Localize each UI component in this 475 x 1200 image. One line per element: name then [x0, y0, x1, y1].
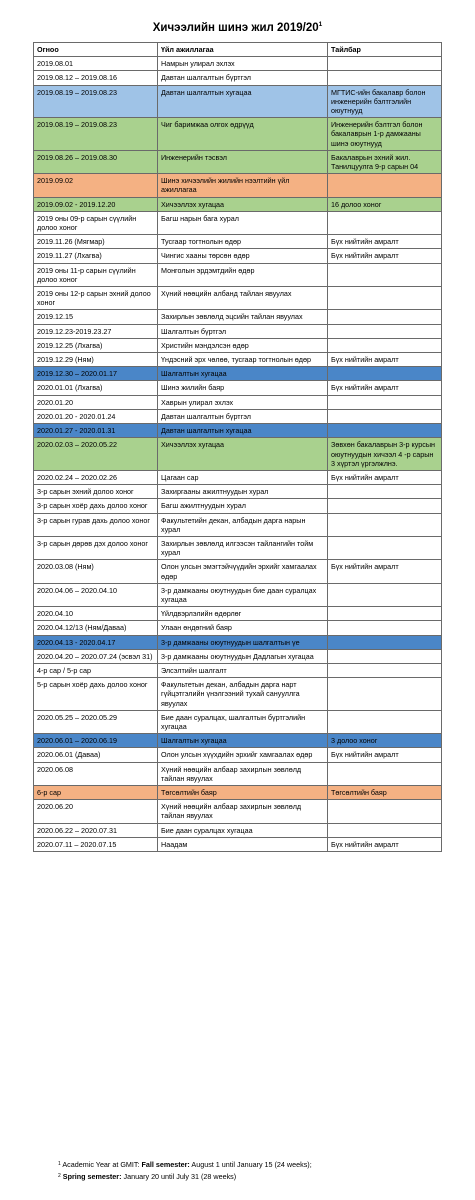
table-row [34, 678, 442, 711]
date-cell: 2019.09.02 [34, 174, 158, 197]
activity-cell: Төгсөлтийн баяр [158, 785, 328, 799]
table-row [34, 734, 442, 748]
date-cell: 2019.11.26 (Мягмар) [34, 235, 158, 249]
activity-cell: Факультетийн декан, албадын дарга нарын хурал [158, 513, 328, 536]
footnote-text: January 20 until July 31 (28 weeks) [121, 1172, 237, 1181]
table-row [34, 57, 442, 71]
date-cell: 2020.04.10 [34, 607, 158, 621]
header-note: Тайлбар [328, 43, 442, 57]
note-cell [328, 287, 442, 310]
table-row [34, 287, 442, 310]
note-cell [328, 499, 442, 513]
note-cell [328, 395, 442, 409]
activity-cell: Наадам [158, 837, 328, 851]
activity-cell: Багш ажилтнуудын хурал [158, 499, 328, 513]
table-row [34, 438, 442, 471]
note-cell [328, 607, 442, 621]
table-row [34, 395, 442, 409]
date-cell: 2019.12.15 [34, 310, 158, 324]
table-row [34, 470, 442, 484]
note-cell: Бүх нийтийн амралт [328, 353, 442, 367]
header-activity: Үйл ажиллагаа [158, 43, 328, 57]
date-cell: 2020.06.01 – 2020.06.19 [34, 734, 158, 748]
table-row [34, 536, 442, 559]
activity-cell: Хүний нөөцийн албаар захирлын зөвлөлд тайлан явуулах [158, 762, 328, 785]
date-cell: 2020.05.25 – 2020.05.29 [34, 710, 158, 733]
footnote-text: August 1 until January 15 (24 weeks); [189, 1160, 312, 1169]
table-row [34, 607, 442, 621]
activity-cell: Шалгалтын хугацаа [158, 367, 328, 381]
footnote-mark: 1 [58, 1161, 61, 1167]
table-row [34, 485, 442, 499]
table-row [34, 663, 442, 677]
footnote-text: Academic Year at GMIT: [60, 1160, 142, 1169]
footnote-2 [58, 1172, 236, 1182]
table-row [34, 211, 442, 234]
date-cell: 2019.11.27 (Лхагва) [34, 249, 158, 263]
note-cell: 3 долоо хоног [328, 734, 442, 748]
note-cell [328, 174, 442, 197]
note-cell [328, 536, 442, 559]
date-cell: 2020.01.27 - 2020.01.31 [34, 424, 158, 438]
activity-cell: Намрын улирал эхлэх [158, 57, 328, 71]
date-cell: 2019.08.12 – 2019.08.16 [34, 71, 158, 85]
activity-cell: Давтан шалгалтын хугацаа [158, 85, 328, 118]
activity-cell: Давтан шалгалтын хугацаа [158, 424, 328, 438]
table-row [34, 499, 442, 513]
page-title [0, 22, 475, 34]
date-cell: 2020.06.20 [34, 800, 158, 823]
date-cell: 3-р сарын хоёр дахь долоо хоног [34, 499, 158, 513]
date-cell: 2020.01.20 - 2020.01.24 [34, 409, 158, 423]
table-row [34, 583, 442, 606]
note-cell [328, 621, 442, 635]
table-row [34, 150, 442, 173]
table-row [34, 324, 442, 338]
activity-cell: Шалгалтын хугацаа [158, 734, 328, 748]
title-text: Хичээлийн шинэ жил 2019/20 [152, 22, 319, 34]
activity-cell: Элсэлтийн шалгалт [158, 663, 328, 677]
date-cell: 2020.06.01 (Даваа) [34, 748, 158, 762]
activity-cell: Факультетын декан, албадын дарга нарт гүйцэтгэлийн үнэлгээний тухай санууллга явуулах [158, 678, 328, 711]
note-cell [328, 71, 442, 85]
footnote-bold: Fall semester: [141, 1160, 190, 1169]
note-cell: Инженерийн бэлтгэл болон бакалаврын 1-р дамжааны шинэ оюутнууд [328, 118, 442, 151]
activity-cell: Хүний нөөцийн албаар захирлын зөвлөлд тайлан явуулах [158, 800, 328, 823]
title-footnote-mark: 1 [318, 21, 323, 28]
activity-cell: Захиргааны ажилтнуудын хурал [158, 485, 328, 499]
activity-cell: 3-р дамжааны оюутнуудын бие даан суралцах хугацаа [158, 583, 328, 606]
note-cell [328, 424, 442, 438]
activity-cell: Давтан шалгалтын бүртгэл [158, 71, 328, 85]
activity-cell: Багш нарын бага хурал [158, 211, 328, 234]
table-row [34, 409, 442, 423]
table-row [34, 635, 442, 649]
activity-cell: Чиг баримжаа олгох өдрүүд [158, 118, 328, 151]
table-row [34, 381, 442, 395]
note-cell: Бүх нийтийн амралт [328, 470, 442, 484]
table-row [34, 513, 442, 536]
activity-cell: Үйлдвэрлэлийн өдөрлөг [158, 607, 328, 621]
note-cell: Төгсөлтийн баяр [328, 785, 442, 799]
date-cell: 2019.08.26 – 2019.08.30 [34, 150, 158, 173]
table-row [34, 338, 442, 352]
note-cell [328, 485, 442, 499]
note-cell: Бүх нийтийн амралт [328, 235, 442, 249]
date-cell: 5-р сарын хоёр дахь долоо хоног [34, 678, 158, 711]
note-cell [328, 324, 442, 338]
date-cell: 3-р сарын дөрөв дэх долоо хоног [34, 536, 158, 559]
note-cell [328, 762, 442, 785]
note-cell [328, 710, 442, 733]
footnote-bold: Spring semester: [62, 1172, 122, 1181]
note-cell [328, 211, 442, 234]
note-cell [328, 263, 442, 286]
note-cell [328, 800, 442, 823]
note-cell: Бүх нийтийн амралт [328, 837, 442, 851]
note-cell [328, 635, 442, 649]
note-cell: Бүх нийтийн амралт [328, 381, 442, 395]
activity-cell: Бие даан суралцах, шалгалтын бүртгэлийн хугацаа [158, 710, 328, 733]
activity-cell: Инженерийн тэсвэл [158, 150, 328, 173]
note-cell: Бүх нийтийн амралт [328, 560, 442, 583]
table-row [34, 710, 442, 733]
table-row [34, 823, 442, 837]
table-row [34, 197, 442, 211]
date-cell: 3-р сарын эхний долоо хоног [34, 485, 158, 499]
note-cell: Бакалаврын эхний жил. Танилцуулга 9-р сарын 04 [328, 150, 442, 173]
activity-cell: Давтан шалгалтын бүртгэл [158, 409, 328, 423]
date-cell: 2020.02.03 – 2020.05.22 [34, 438, 158, 471]
note-cell [328, 583, 442, 606]
note-cell [328, 663, 442, 677]
note-cell [328, 678, 442, 711]
table-row [34, 649, 442, 663]
activity-cell: Хичээллэх хугацаа [158, 438, 328, 471]
note-cell: Бүх нийтийн амралт [328, 748, 442, 762]
date-cell: 3-р сарын гурав дахь долоо хоног [34, 513, 158, 536]
date-cell: 2019.12.23-2019.23.27 [34, 324, 158, 338]
activity-cell: 3-р дамжааны оюутнуудын шалгалтын үе [158, 635, 328, 649]
activity-cell: Бие даан суралцах хугацаа [158, 823, 328, 837]
activity-cell: Захирлын зөвлөлд илгээсэн тайлангийн тойм хурал [158, 536, 328, 559]
date-cell: 2019 оны 12-р сарын эхний долоо хоног [34, 287, 158, 310]
date-cell: 6-р сар [34, 785, 158, 799]
activity-cell: Хаврын улирал эхлэх [158, 395, 328, 409]
activity-cell: Олон улсын хүүхдийн эрхийг хамгаалах өдөр [158, 748, 328, 762]
activity-cell: Цагаан сар [158, 470, 328, 484]
table-row [34, 263, 442, 286]
table-row [34, 424, 442, 438]
date-cell: 2019.08.01 [34, 57, 158, 71]
date-cell: 2020.01.20 [34, 395, 158, 409]
table-row [34, 249, 442, 263]
table-row [34, 800, 442, 823]
header-row [34, 43, 442, 57]
date-cell: 2019 оны 11-р сарын сүүлийн долоо хоног [34, 263, 158, 286]
table-row [34, 71, 442, 85]
activity-cell: Шинэ жилийн баяр [158, 381, 328, 395]
activity-cell: Олон улсын эмэгтэйчүүдийн эрхийг хамгаалах өдөр [158, 560, 328, 583]
note-cell [328, 513, 442, 536]
activity-cell: Шинэ хичээлийн жилийн нээлтийн үйл ажиллагаа [158, 174, 328, 197]
table-row [34, 837, 442, 851]
note-cell [328, 338, 442, 352]
activity-cell: Хичээллэх хугацаа [158, 197, 328, 211]
table-row [34, 310, 442, 324]
header-date: Огноо [34, 43, 158, 57]
date-cell: 2020.04.06 – 2020.04.10 [34, 583, 158, 606]
table-row [34, 85, 442, 118]
table-row [34, 560, 442, 583]
footnote-1 [58, 1160, 312, 1170]
note-cell [328, 409, 442, 423]
table-row [34, 748, 442, 762]
date-cell: 2019.09.02 - 2019.12.20 [34, 197, 158, 211]
note-cell: МГТИС-ийн бакалавр болон инженерийн бэлтгэлийн оюутнууд [328, 85, 442, 118]
note-cell [328, 649, 442, 663]
table-row [34, 367, 442, 381]
date-cell: 4-р сар / 5-р сар [34, 663, 158, 677]
note-cell [328, 823, 442, 837]
table-row [34, 174, 442, 197]
table-row [34, 762, 442, 785]
date-cell: 2020.01.01 (Лхагва) [34, 381, 158, 395]
table-row [34, 353, 442, 367]
activity-cell: Монголын эрдэмтдийн өдөр [158, 263, 328, 286]
note-cell [328, 57, 442, 71]
date-cell: 2020.04.12/13 (Ням/Даваа) [34, 621, 158, 635]
activity-cell: Христийн мэндэлсэн өдөр [158, 338, 328, 352]
note-cell: Бүх нийтийн амралт [328, 249, 442, 263]
date-cell: 2019 оны 09-р сарын сүүлийн долоо хоног [34, 211, 158, 234]
activity-cell: Тусгаар тогтнолын өдөр [158, 235, 328, 249]
table-row [34, 785, 442, 799]
activity-cell: Чингис хааны төрсөн өдөр [158, 249, 328, 263]
table-row [34, 118, 442, 151]
date-cell: 2019.12.30 – 2020.01.17 [34, 367, 158, 381]
date-cell: 2019.12.25 (Лхагва) [34, 338, 158, 352]
note-cell [328, 310, 442, 324]
academic-calendar-table [33, 42, 442, 852]
date-cell: 2020.04.13 - 2020.04.17 [34, 635, 158, 649]
footnote-mark: 2 [58, 1173, 61, 1179]
activity-cell: Хүний нөөцийн албанд тайлан явуулах [158, 287, 328, 310]
note-cell [328, 367, 442, 381]
activity-cell: Захирлын зөвлөлд эцсийн тайлан явуулах [158, 310, 328, 324]
date-cell: 2020.06.22 – 2020.07.31 [34, 823, 158, 837]
date-cell: 2020.02.24 – 2020.02.26 [34, 470, 158, 484]
table-row [34, 235, 442, 249]
table-row [34, 621, 442, 635]
date-cell: 2020.04.20 – 2020.07.24 (эсвэл 31) [34, 649, 158, 663]
date-cell: 2019.12.29 (Ням) [34, 353, 158, 367]
date-cell: 2020.07.11 – 2020.07.15 [34, 837, 158, 851]
date-cell: 2019.08.19 – 2019.08.23 [34, 118, 158, 151]
activity-cell: 3-р дамжааны оюутнуудын Дадлагын хугацаа [158, 649, 328, 663]
date-cell: 2019.08.19 – 2019.08.23 [34, 85, 158, 118]
activity-cell: Үндэсний эрх чөлөө, тусгаар тогтнолын өдөр [158, 353, 328, 367]
activity-cell: Шалгалтын бүртгэл [158, 324, 328, 338]
date-cell: 2020.03.08 (Ням) [34, 560, 158, 583]
activity-cell: Улаан өндөгний баяр [158, 621, 328, 635]
note-cell: 16 долоо хоног [328, 197, 442, 211]
date-cell: 2020.06.08 [34, 762, 158, 785]
note-cell: Зөвхөн бакалаврын 3-р курсын оюутнуудын хичээл 4 -р сарын 3 хүртэл үргэлжлнэ. [328, 438, 442, 471]
